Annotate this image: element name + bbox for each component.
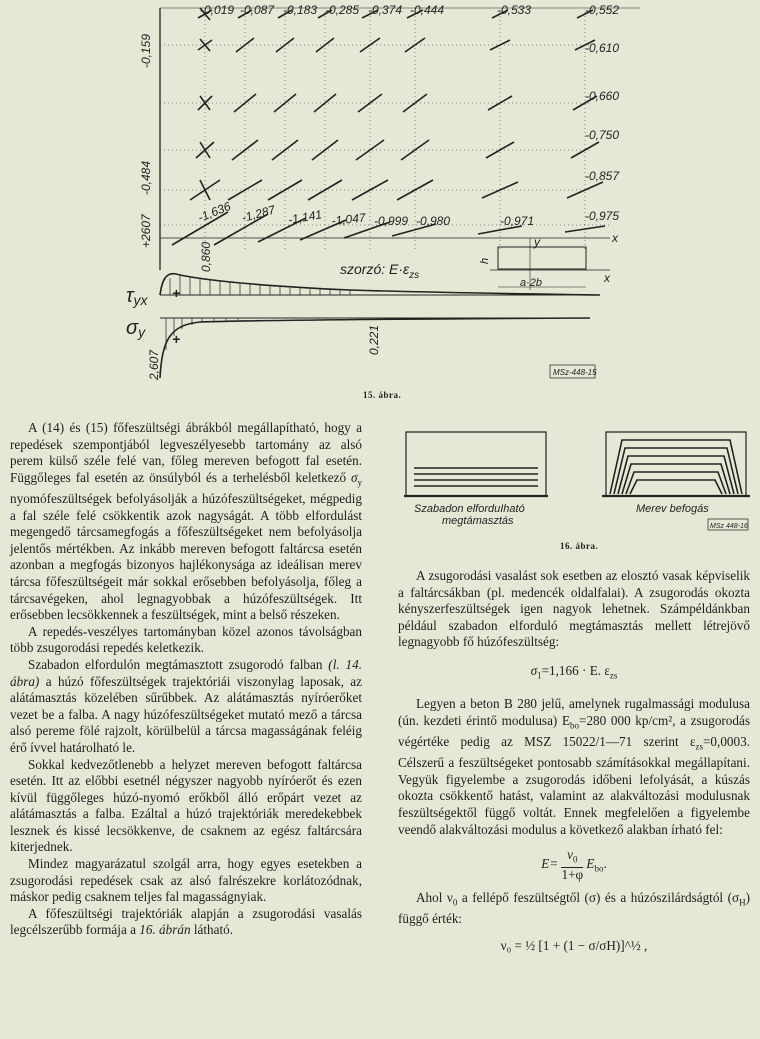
fig15-bottom-labels bbox=[196, 199, 534, 228]
right-label: -0,857 bbox=[585, 169, 620, 183]
fig15-right-labels bbox=[585, 41, 620, 223]
right-label: -0,975 bbox=[585, 209, 620, 223]
top-label: -0,374 bbox=[368, 3, 403, 17]
sigma-value-mid: 0,221 bbox=[367, 324, 381, 355]
top-label: -0,285 bbox=[325, 3, 360, 17]
mid-label: 0,860 bbox=[199, 241, 213, 272]
figure-16-caption: 16. ábra. bbox=[560, 541, 599, 551]
figure-15-caption: 15. ábra. bbox=[363, 390, 402, 400]
left-panel-label: Szabadon elforduIható bbox=[414, 503, 525, 515]
x-axis-label: x bbox=[612, 231, 618, 245]
figure-reference: (l. 14. ábra) bbox=[10, 656, 362, 689]
paragraph: Sokkal kedvezőtlenebb a helyzet mereven befogott faltárcsa esetén. Itt az előbbi esetnél négyszer nagyobb nyíróerőt és ezen kívül függőleges húzó-nyomó erőkből álló erőpárt vezet az alátámasztás a falba. Ezáltal a húzó trajektóriák meredekebbek lesznek és kissé lecsökkenve, de csaknem az egész faltárcsára kiterjednek. bbox=[10, 756, 362, 855]
top-label: -0,087 bbox=[240, 3, 275, 17]
grid-horizontals bbox=[160, 45, 610, 225]
inset-h-label: h bbox=[479, 257, 491, 264]
left-label: -0,484 bbox=[139, 160, 153, 195]
bottom-row-label: -0,971 bbox=[500, 214, 535, 228]
figure-reference: 16. ábrán bbox=[139, 922, 191, 938]
left-label: -0,159 bbox=[139, 33, 153, 68]
paragraph: Ahol $\nu_0$ a fellépő feszültségtől (σ) és a húzószilárdságtól $(\sigma_H)$ függő érték: bbox=[398, 889, 750, 927]
top-label: -0,552 bbox=[585, 3, 620, 17]
left-panel-label-line2: megtámasztás bbox=[442, 515, 514, 527]
bottom-row-label: -1,047 bbox=[330, 210, 367, 228]
tau-label: τyx bbox=[126, 285, 148, 308]
formula-E: E= $\frac{\nu_0}{1+\varphi}$ $E_{bo}$. bbox=[541, 847, 607, 882]
bottom-row-label: -1,141 bbox=[287, 207, 324, 227]
fig15-top-labels bbox=[200, 3, 619, 17]
right-label: -0,660 bbox=[585, 89, 620, 103]
right-reinforcement-bars bbox=[610, 440, 742, 494]
top-label: -0,444 bbox=[410, 3, 445, 17]
tau-plus-sign: + bbox=[172, 285, 181, 301]
right-text-column bbox=[398, 568, 750, 954]
inset-y-label: y bbox=[534, 235, 540, 249]
right-label: -0,750 bbox=[585, 128, 620, 142]
paragraph: Mindez magyarázatul szolgál arra, hogy egyes esetekben a zsugorodási repedések csak az alsó falrészekre korlátozódnak, máskor pedig csaknem teljes fal magasságnyiak. bbox=[10, 856, 362, 905]
inset-b-label: a·2b bbox=[520, 277, 543, 289]
right-label: -0,610 bbox=[585, 41, 620, 55]
paragraph: A repedés-veszélyes tartományban közel azonos távolságban több zsugorodási repedés keletkezik. bbox=[10, 623, 362, 656]
formula-sigma1: $\sigma_1=1,166 \cdot E$. $\varepsilon_{zs}$ bbox=[530, 662, 618, 681]
paragraph: A (14) és (15) főfeszültségi ábrákból megállapítható, hogy a repedések szempontjából legveszélyesebb tartomány az alsó perem külső széle felé van, főleg mereven befogott fal esetén. Függőleges fal esetén az önsúlyból és a terhelésből keletkező $\sigma_y$ nyomófeszültségek befolyásolják a húzófeszültségeket, mégpedig a fal széle felé csökkentik azok nagyságát. A több elfordulást megengedő tárcsamegfogás a főfeszültségeket nem befolyásolja jelentős mértékben. Az inkább mereven befogott faltárcsa esetén azonban a megfogás bizonyos hajlékonysága az ideálisan merev tárcsa főfeszültségeit már sokkal erősebben befolyásolja, főleg a tárcsavégeken, ahol legnagyobbak a húzófeszültségek. Itt erősebben lecsökkennek a feszültségek, mint a belső részeken. bbox=[10, 420, 363, 623]
bottom-row-label: -1,287 bbox=[240, 202, 277, 225]
bottom-row-label: -0,980 bbox=[416, 214, 451, 228]
figure-15-stress-trajectories bbox=[0, 0, 760, 400]
formula-nu0: ν₀ = ½ [1 + (1 − σ/σH)]^½ , bbox=[500, 937, 648, 953]
multiplier-label: szorzó: $E\cdot\varepsilon_{zs}$ bbox=[340, 261, 420, 281]
paragraph: A zsugorodási vasalást sok esetben az elosztó vasak képviselik a faltárcsákban (pl. medencék oldalfalai). A zsugorodás okozta kényszerfeszültségek igen nagyok lehetnek. Számpéldánkban például szabadon elforduló megtámasztás mellett létrejövő legnagyobb fő húzófeszültség: bbox=[398, 568, 750, 650]
sigma-label: σy bbox=[126, 317, 146, 340]
sigma-value-left: 2,607 bbox=[147, 349, 161, 380]
left-label: +2607 bbox=[139, 214, 153, 248]
left-text-column bbox=[10, 420, 362, 939]
left-reinforcement-bars bbox=[414, 468, 538, 486]
fig15-stamp: MSz-448-15 bbox=[553, 368, 597, 377]
top-label: -0,533 bbox=[497, 3, 532, 17]
fraction: $\frac{\nu_0}{1+\varphi}$ bbox=[561, 847, 584, 882]
bottom-row-label: -1,636 bbox=[195, 199, 233, 225]
right-panel-label: Merev befogás bbox=[636, 503, 709, 515]
trajectory-marks bbox=[172, 8, 605, 245]
fig16-stamp: MSz 448-16 bbox=[710, 523, 748, 530]
bottom-row-label: -0,999 bbox=[374, 214, 409, 228]
inset-x-label: x bbox=[604, 271, 610, 285]
sigma-plus-sign: + bbox=[172, 331, 181, 347]
paragraph: A főfeszültségi trajektóriák alapján a zsugorodási vasalás legcélszerűbb formája a 16. ábrán látható. bbox=[10, 905, 362, 938]
figure-16-reinforcement bbox=[396, 420, 760, 550]
paragraph: Legyen a beton B 280 jelű, amelynek rugalmassági modulusa (ún. kezdeti érintő modulusa) $E_{bo}=280$ 000 kp/cm², a zsugorodás végértéke pedig az MSZ 15022/1—71 szerint $\varepsilon_{zs}=0,0003$. Célszerű a feszültségeket pontosabb számításokkal megállapítani. Vegyük figyelembe a zsugorodás időbeni lefolyását, a kúszás okozta csökkentő hatást, valamint az alakváltozási modulusnak feszültségektől függő voltát. Ennek megfelelően a figyelembe veendő alakváltozási modulus a következő alakban írható fel: bbox=[398, 696, 750, 837]
inset-rectangle bbox=[498, 247, 586, 269]
paragraph: Szabadon elfordulón megtámasztott zsugorodó falban (l. 14. ábra) a húzó főfeszültségek trajektóriái viszonylag laposak, az alátámasztás közelében sűrűbbek. Az alátámasztás nyíróerőket vezet be a falba. A nagy húzófeszültségeket mutató mező a tárcsa alsó pereme fölé rajzolt, körülbelül a tárcsa magasságának feléig érő ívvel határolható le. bbox=[10, 656, 362, 755]
fig15-left-labels bbox=[139, 34, 153, 248]
top-label: -0,183 bbox=[283, 3, 318, 17]
top-label: -0,019 bbox=[200, 3, 235, 17]
